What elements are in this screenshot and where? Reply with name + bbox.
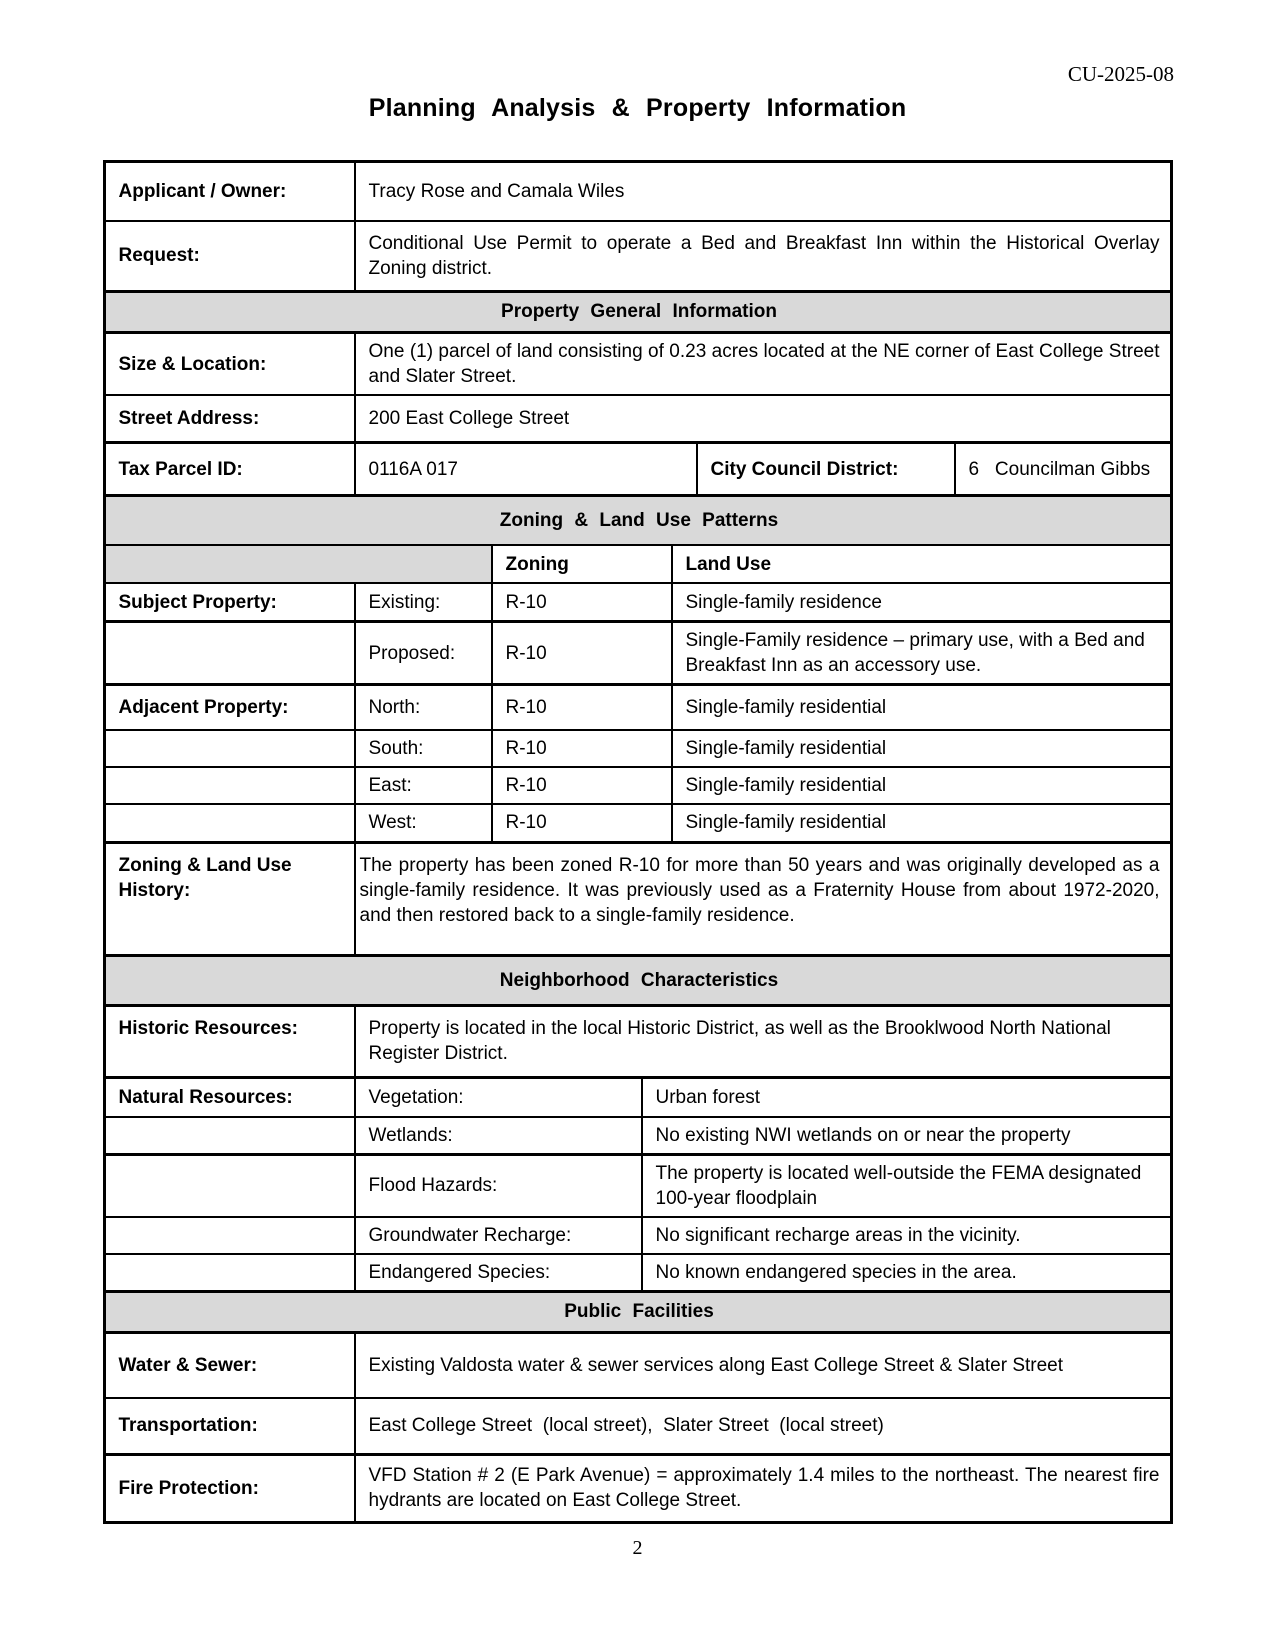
water-sewer-label: Water & Sewer: (118, 1354, 258, 1376)
fire-protection-label: Fire Protection: (118, 1477, 259, 1499)
zoning-history-label: Zoning & Land Use History: (118, 854, 292, 901)
west-land-use: Single-family residential (671, 805, 1170, 840)
north-label: North: (354, 686, 491, 729)
east-land-use: Single-family residential (671, 768, 1170, 803)
row-street-address (106, 394, 1170, 441)
water-sewer-value: Existing Valdosta water & sewer services along East College Street & Slater Street (354, 1334, 1170, 1397)
endangered-label: Endangered Species: (354, 1255, 641, 1290)
zoning-history-value: The property has been zoned R-10 for more than 50 years and was originally developed as a single-family residence. It was previously used as a Fraternity House from about 1972-2020, and then restored back to a single-family residence. (354, 844, 1170, 954)
transportation-value: East College Street (local street), Slater Street (local street) (354, 1399, 1170, 1453)
natural-resources-label: Natural Resources: (118, 1086, 293, 1108)
historic-resources-value: Property is located in the local Historic District, as well as the Brooklwood North National Register District. (354, 1007, 1170, 1076)
row-natural-wetlands (106, 1116, 1170, 1153)
wetlands-value: No existing NWI wetlands on or near the property (641, 1118, 1170, 1153)
row-adjacent-west (106, 803, 1170, 840)
existing-land-use: Single-family residence (671, 584, 1170, 620)
existing-zoning: R-10 (491, 584, 671, 620)
adjacent-west-spacer (106, 805, 354, 840)
endangered-spacer (106, 1255, 354, 1290)
street-address-label: Street Address: (118, 408, 260, 430)
row-tax-parcel (106, 441, 1170, 494)
row-applicant-owner (106, 163, 1170, 220)
section-neighborhood-title: Neighborhood Characteristics (106, 957, 1170, 1004)
flood-spacer (106, 1156, 354, 1216)
section-zoning-patterns-title: Zoning & Land Use Patterns (106, 497, 1170, 544)
planning-analysis-table (103, 160, 1173, 1524)
groundwater-label: Groundwater Recharge: (354, 1218, 641, 1253)
section-property-general (106, 290, 1170, 331)
row-zoning-history (106, 841, 1170, 954)
row-size-location (106, 331, 1170, 394)
row-subject-proposed (106, 620, 1170, 683)
row-fire-protection (106, 1453, 1170, 1521)
applicant-owner-value: Tracy Rose and Camala Wiles (354, 163, 1170, 220)
west-zoning: R-10 (491, 805, 671, 840)
zoning-subheader-spacer (106, 546, 491, 582)
land-use-column-header: Land Use (671, 546, 1170, 582)
flood-label: Flood Hazards: (354, 1156, 641, 1216)
flood-value: The property is located well-outside the FEMA designated 100-year floodplain (641, 1156, 1170, 1216)
row-adjacent-east (106, 766, 1170, 803)
vegetation-label: Vegetation: (354, 1079, 641, 1116)
size-location-label: Size & Location: (118, 353, 267, 375)
row-zoning-column-headers (106, 544, 1170, 582)
row-natural-vegetation (106, 1076, 1170, 1116)
council-district-value: 6 Councilman Gibbs (954, 444, 1170, 494)
historic-resources-label: Historic Resources: (118, 1017, 299, 1039)
row-water-sewer (106, 1331, 1170, 1397)
section-neighborhood (106, 954, 1170, 1004)
row-natural-groundwater (106, 1216, 1170, 1253)
adjacent-property-label: Adjacent Property: (118, 697, 289, 719)
row-subject-existing (106, 582, 1170, 620)
section-public-facilities (106, 1290, 1170, 1331)
section-zoning-patterns (106, 494, 1170, 544)
zoning-column-header: Zoning (491, 546, 671, 582)
section-public-facilities-title: Public Facilities (106, 1293, 1170, 1331)
case-number: CU-2025-08 (1067, 62, 1174, 86)
south-land-use: Single-family residential (671, 731, 1170, 766)
section-property-general-title: Property General Information (106, 293, 1170, 331)
groundwater-spacer (106, 1218, 354, 1253)
street-address-value: 200 East College Street (354, 396, 1170, 441)
tax-parcel-value: 0116A 017 (354, 444, 696, 494)
endangered-value: No known endangered species in the area. (641, 1255, 1170, 1290)
page-number: 2 (632, 1536, 643, 1559)
proposed-land-use: Single-Family residence – primary use, with a Bed and Breakfast Inn as an accessory use. (671, 623, 1170, 683)
tax-parcel-label: Tax Parcel ID: (118, 458, 243, 480)
north-land-use: Single-family residential (671, 686, 1170, 729)
existing-label: Existing: (354, 584, 491, 620)
subject-property-label: Subject Property: (118, 591, 277, 613)
east-label: East: (354, 768, 491, 803)
south-label: South: (354, 731, 491, 766)
row-natural-endangered (106, 1253, 1170, 1290)
request-value: Conditional Use Permit to operate a Bed and Breakfast Inn within the Historical Overlay Zoning district. (354, 222, 1170, 290)
row-adjacent-north (106, 683, 1170, 729)
adjacent-east-spacer (106, 768, 354, 803)
south-zoning: R-10 (491, 731, 671, 766)
vegetation-value: Urban forest (641, 1079, 1170, 1116)
wetlands-label: Wetlands: (354, 1118, 641, 1153)
east-zoning: R-10 (491, 768, 671, 803)
proposed-label: Proposed: (354, 623, 491, 683)
proposed-zoning: R-10 (491, 623, 671, 683)
row-transportation (106, 1397, 1170, 1453)
row-request (106, 220, 1170, 290)
council-district-label: City Council District: (696, 444, 954, 494)
adjacent-south-spacer (106, 731, 354, 766)
groundwater-value: No significant recharge areas in the vicinity. (641, 1218, 1170, 1253)
size-location-value: One (1) parcel of land consisting of 0.23 acres located at the NE corner of East College Street and Slater Street. (354, 334, 1170, 394)
row-adjacent-south (106, 729, 1170, 766)
west-label: West: (354, 805, 491, 840)
row-historic-resources (106, 1004, 1170, 1076)
subject-proposed-spacer (106, 623, 354, 683)
north-zoning: R-10 (491, 686, 671, 729)
transportation-label: Transportation: (118, 1415, 258, 1437)
wetlands-spacer (106, 1118, 354, 1153)
applicant-owner-label: Applicant / Owner: (118, 180, 287, 202)
fire-protection-value: VFD Station # 2 (E Park Avenue) = approximately 1.4 miles to the northeast. The nearest fire hydrants are located on East College Street. (354, 1456, 1170, 1521)
request-label: Request: (118, 245, 200, 267)
row-natural-flood (106, 1153, 1170, 1216)
page-title: Planning Analysis & Property Information (368, 94, 907, 122)
